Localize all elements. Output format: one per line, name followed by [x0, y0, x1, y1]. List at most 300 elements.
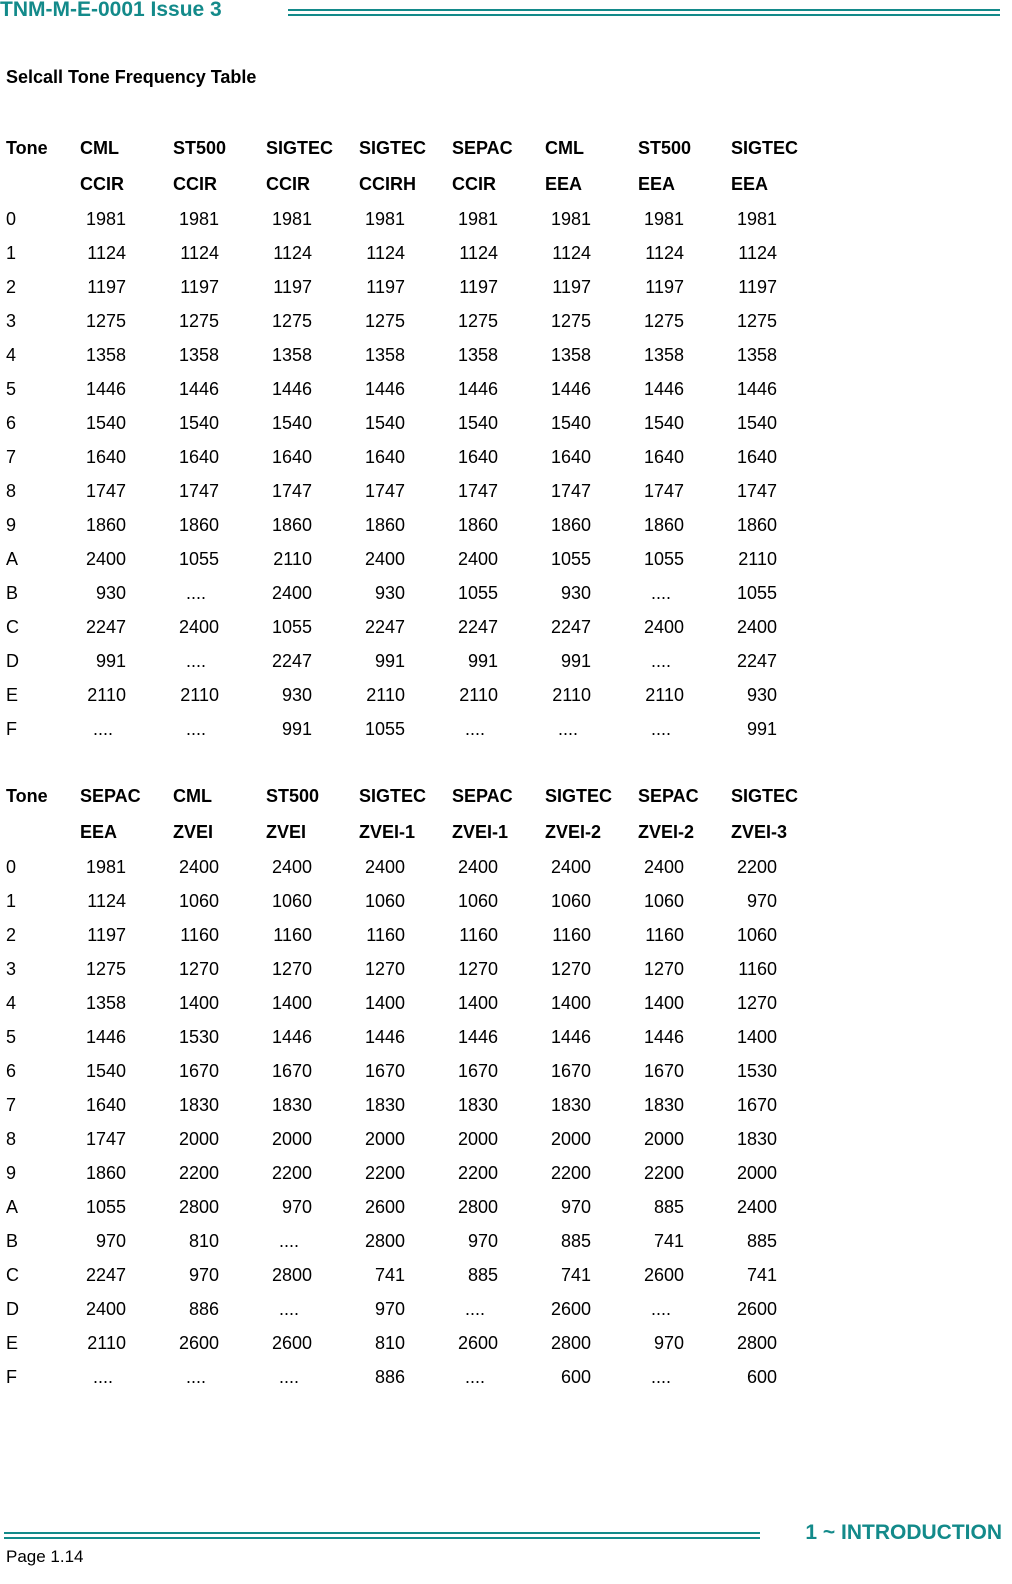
frequency-cell-wrap [545, 1231, 638, 1252]
frequency-cell: 1860 [85, 1162, 126, 1183]
frequency-cell: 970 [653, 1332, 684, 1353]
frequency-cell-wrap [731, 243, 824, 264]
frequency-cell: 930 [95, 582, 126, 603]
frequency-cell-wrap [80, 1095, 173, 1116]
table-row [6, 270, 826, 304]
frequency-cell: 886 [374, 1366, 405, 1387]
frequency-cell: 1640 [85, 446, 126, 467]
frequency-cell-wrap [173, 959, 266, 980]
frequency-cell: 2110 [180, 684, 219, 705]
frequency-cell: 1197 [180, 276, 219, 297]
frequency-cell: 1446 [271, 1026, 312, 1047]
table-row [6, 1326, 826, 1360]
frequency-cell-wrap [731, 1061, 824, 1082]
table-row [6, 338, 826, 372]
frequency-cell-wrap [731, 413, 824, 434]
frequency-cell: 1124 [459, 242, 498, 263]
frequency-cell: 2000 [457, 1128, 498, 1149]
frequency-cell-wrap [80, 1197, 173, 1218]
section-title: 1 ~ INTRODUCTION [805, 1521, 1002, 1544]
tone-cell: F [6, 718, 17, 739]
frequency-cell: 1640 [643, 446, 684, 467]
frequency-cell: 2247 [85, 1264, 126, 1285]
frequency-cell-wrap [452, 1129, 545, 1150]
frequency-cell: 2200 [178, 1162, 219, 1183]
frequency-cell: 2110 [87, 684, 126, 705]
column-header: CCIR [173, 173, 217, 194]
frequency-cell-wrap [638, 959, 731, 980]
frequency-cell-wrap [266, 1231, 359, 1252]
frequency-cell: 1400 [364, 992, 405, 1013]
frequency-cell-wrap [452, 583, 545, 604]
column-header: SEPAC [80, 785, 141, 806]
frequency-cell: 1830 [271, 1094, 312, 1115]
table-row [6, 202, 826, 236]
frequency-cell: 1981 [550, 208, 591, 229]
frequency-cell-wrap [638, 993, 731, 1014]
frequency-cell-wrap [173, 209, 266, 230]
frequency-cell-wrap [452, 925, 545, 946]
frequency-cell-wrap [731, 1367, 824, 1388]
frequency-cell: 1275 [85, 310, 126, 331]
frequency-cell-wrap [731, 549, 824, 570]
column-header: CCIR [452, 173, 496, 194]
frequency-cell-wrap [80, 515, 173, 536]
frequency-cell-wrap [638, 891, 731, 912]
frequency-cell: 1124 [180, 242, 219, 263]
column-header: CML [173, 785, 212, 806]
frequency-cell-wrap [359, 1299, 452, 1320]
frequency-cell-wrap [266, 925, 359, 946]
frequency-cell: 1124 [366, 242, 405, 263]
frequency-cell-wrap [266, 1333, 359, 1354]
frequency-cell: 1446 [643, 1026, 684, 1047]
frequency-cell: 1446 [457, 378, 498, 399]
column-header: ZVEI-1 [359, 821, 416, 842]
frequency-cell-wrap [545, 311, 638, 332]
frequency-cell: 2400 [85, 1298, 126, 1319]
tone-cell: 7 [6, 446, 17, 467]
frequency-cell: 2110 [459, 684, 498, 705]
frequency-cell: 991 [746, 718, 777, 739]
frequency-cell: 970 [467, 1230, 498, 1251]
frequency-cell-wrap [638, 1197, 731, 1218]
frequency-cell-wrap [266, 345, 359, 366]
frequency-cell: 1060 [550, 890, 591, 911]
frequency-cell: 1446 [550, 1026, 591, 1047]
frequency-cell: 1747 [643, 480, 684, 501]
frequency-cell: 2000 [271, 1128, 312, 1149]
frequency-cell-wrap [452, 1027, 545, 1048]
frequency-cell: 1860 [736, 514, 777, 535]
tone-cell: C [6, 616, 19, 637]
frequency-cell: 1160 [180, 924, 219, 945]
frequency-cell: 1747 [85, 1128, 126, 1149]
frequency-cell-wrap [545, 617, 638, 638]
frequency-cell-wrap [545, 925, 638, 946]
column-header: ZVEI [266, 821, 307, 842]
frequency-cell-wrap [80, 277, 173, 298]
frequency-cell-wrap [638, 549, 731, 570]
frequency-cell: 1270 [643, 958, 684, 979]
frequency-cell: 1860 [550, 514, 591, 535]
frequency-cell: 885 [560, 1230, 591, 1251]
frequency-cell: 930 [281, 684, 312, 705]
frequency-cell-wrap [452, 891, 545, 912]
column-header: SIGTEC [266, 137, 334, 158]
frequency-cell-wrap [266, 583, 359, 604]
frequency-cell-wrap [359, 651, 452, 672]
frequency-cell-wrap [359, 1333, 452, 1354]
header-row-standard [6, 166, 826, 202]
frequency-cell-wrap [173, 685, 266, 706]
frequency-cell: 741 [653, 1230, 684, 1251]
frequency-cell-wrap [452, 515, 545, 536]
tone-cell: 7 [6, 1094, 17, 1115]
frequency-cell: 2000 [364, 1128, 405, 1149]
frequency-cell-wrap [359, 1265, 452, 1286]
tone-cell: 9 [6, 514, 17, 535]
frequency-cell: 1358 [85, 992, 126, 1013]
tone-cell: 5 [6, 1026, 17, 1047]
column-header: ZVEI [173, 821, 214, 842]
frequency-cell: 2200 [364, 1162, 405, 1183]
tone-cell: C [6, 1264, 19, 1285]
frequency-cell-wrap [545, 719, 638, 740]
frequency-cell-wrap [545, 857, 638, 878]
frequency-cell: 1400 [457, 992, 498, 1013]
frequency-cell: 2200 [271, 1162, 312, 1183]
frequency-cell: 2247 [364, 616, 405, 637]
frequency-cell: 1055 [736, 582, 777, 603]
frequency-cell: 2400 [736, 1196, 777, 1217]
frequency-cell-wrap [266, 1027, 359, 1048]
frequency-cell: 1670 [457, 1060, 498, 1081]
frequency-cell-wrap [731, 1299, 824, 1320]
tone-cell: 0 [6, 856, 17, 877]
frequency-cell-wrap [173, 1265, 266, 1286]
frequency-cell: 1060 [643, 890, 684, 911]
tone-cell: D [6, 650, 19, 671]
frequency-cell: 1747 [550, 480, 591, 501]
column-header: CCIR [80, 173, 124, 194]
frequency-cell-wrap [638, 1095, 731, 1116]
frequency-cell-wrap [359, 583, 452, 604]
frequency-cell-wrap [266, 891, 359, 912]
table-row [6, 1190, 826, 1224]
frequency-cell-wrap [266, 993, 359, 1014]
frequency-cell-wrap [359, 1367, 452, 1388]
frequency-cell: .... [185, 582, 206, 603]
frequency-cell: 1124 [552, 242, 591, 263]
frequency-cell: 991 [281, 718, 312, 739]
frequency-cell: 1055 [550, 548, 591, 569]
frequency-cell-wrap [80, 685, 173, 706]
frequency-cell: .... [278, 1230, 299, 1251]
header-row-system [6, 778, 826, 814]
frequency-cell: 1358 [85, 344, 126, 365]
frequency-cell-wrap [80, 413, 173, 434]
frequency-cell: 1640 [271, 446, 312, 467]
frequency-cell: 600 [746, 1366, 777, 1387]
frequency-cell-wrap [266, 379, 359, 400]
frequency-cell-wrap [638, 243, 731, 264]
tone-cell: 6 [6, 1060, 17, 1081]
frequency-cell-wrap [173, 1367, 266, 1388]
frequency-cell-wrap [452, 1197, 545, 1218]
column-header: ST500 [266, 785, 320, 806]
table-row [6, 1360, 826, 1394]
frequency-cell-wrap [545, 447, 638, 468]
frequency-cell-wrap [266, 1061, 359, 1082]
frequency-cell-wrap [266, 311, 359, 332]
tone-cell: 8 [6, 1128, 17, 1149]
frequency-cell: 2600 [736, 1298, 777, 1319]
frequency-cell-wrap [638, 277, 731, 298]
frequency-cell-wrap [359, 959, 452, 980]
frequency-cell-wrap [731, 617, 824, 638]
column-header: SIGTEC [731, 137, 799, 158]
frequency-cell: 2800 [736, 1332, 777, 1353]
column-header: SIGTEC [359, 137, 427, 158]
frequency-cell-wrap [80, 243, 173, 264]
frequency-cell-wrap [359, 891, 452, 912]
frequency-cell-wrap [545, 959, 638, 980]
tone-cell: 6 [6, 412, 17, 433]
frequency-cell-wrap [359, 1095, 452, 1116]
frequency-cell: 1670 [178, 1060, 219, 1081]
frequency-cell-wrap [359, 993, 452, 1014]
column-header: EEA [80, 821, 118, 842]
frequency-cell-wrap [731, 1265, 824, 1286]
frequency-cell: 1446 [457, 1026, 498, 1047]
frequency-cell-wrap [80, 311, 173, 332]
table-row [6, 1156, 826, 1190]
frequency-cell: 1640 [85, 1094, 126, 1115]
frequency-cell-wrap [266, 857, 359, 878]
frequency-cell: 1055 [364, 718, 405, 739]
frequency-cell: 1197 [738, 276, 777, 297]
frequency-cell: 1670 [364, 1060, 405, 1081]
frequency-cell: .... [464, 1366, 485, 1387]
frequency-cell: 2400 [178, 616, 219, 637]
table-row [6, 372, 826, 406]
frequency-cell: 1055 [85, 1196, 126, 1217]
column-header: EEA [731, 173, 769, 194]
frequency-cell-wrap [731, 993, 824, 1014]
frequency-cell: 2400 [178, 856, 219, 877]
frequency-cell-wrap [731, 719, 824, 740]
frequency-cell-wrap [80, 1265, 173, 1286]
frequency-cell-wrap [452, 857, 545, 878]
tone-cell: 4 [6, 344, 17, 365]
frequency-cell-wrap [173, 447, 266, 468]
frequency-cell-wrap [638, 447, 731, 468]
page-number: Page 1.14 [6, 1547, 84, 1566]
frequency-cell-wrap [545, 549, 638, 570]
frequency-cell-wrap [638, 1333, 731, 1354]
frequency-cell: 1160 [273, 924, 312, 945]
frequency-cell: 1446 [364, 378, 405, 399]
frequency-cell-wrap [173, 379, 266, 400]
frequency-cell-wrap [452, 311, 545, 332]
frequency-cell: 1197 [645, 276, 684, 297]
frequency-cell: 1060 [736, 924, 777, 945]
frequency-cell-wrap [359, 1231, 452, 1252]
frequency-cell: 1270 [178, 958, 219, 979]
frequency-cell: .... [557, 718, 578, 739]
frequency-cell: 2800 [550, 1332, 591, 1353]
frequency-cell: 885 [653, 1196, 684, 1217]
frequency-cell-wrap [266, 1163, 359, 1184]
frequency-cell: 1270 [550, 958, 591, 979]
frequency-cell: 1981 [85, 856, 126, 877]
frequency-cell: 1860 [178, 514, 219, 535]
frequency-cell: 930 [560, 582, 591, 603]
frequency-cell-wrap [80, 1333, 173, 1354]
frequency-cell-wrap [731, 515, 824, 536]
frequency-cell: .... [650, 650, 671, 671]
frequency-cell-wrap [266, 549, 359, 570]
frequency-cell: 2247 [550, 616, 591, 637]
frequency-cell: 2247 [271, 650, 312, 671]
table-row [6, 644, 826, 678]
frequency-cell: 1358 [643, 344, 684, 365]
frequency-cell-wrap [266, 243, 359, 264]
frequency-cell-wrap [359, 515, 452, 536]
frequency-cell-wrap [80, 379, 173, 400]
frequency-cell: 2600 [364, 1196, 405, 1217]
frequency-cell-wrap [638, 685, 731, 706]
frequency-cell: 1860 [457, 514, 498, 535]
frequency-cell-wrap [452, 651, 545, 672]
frequency-cell: 2400 [736, 616, 777, 637]
frequency-cell-wrap [638, 1129, 731, 1150]
frequency-cell-wrap [173, 1231, 266, 1252]
frequency-cell-wrap [638, 857, 731, 878]
frequency-cell-wrap [452, 959, 545, 980]
frequency-cell: .... [185, 1366, 206, 1387]
frequency-cell: 1670 [643, 1060, 684, 1081]
frequency-cell: 1197 [273, 276, 312, 297]
frequency-cell: 2400 [85, 548, 126, 569]
frequency-cell: 1197 [552, 276, 591, 297]
frequency-cell-wrap [173, 857, 266, 878]
table-row [6, 576, 826, 610]
frequency-cell: 991 [467, 650, 498, 671]
frequency-cell-wrap [359, 481, 452, 502]
table-row [6, 1088, 826, 1122]
tone-cell: B [6, 582, 19, 603]
frequency-cell: 1124 [87, 890, 126, 911]
frequency-table-1 [6, 130, 826, 746]
column-header: SEPAC [452, 137, 513, 158]
tone-cell: 3 [6, 958, 17, 979]
frequency-cell-wrap [638, 1299, 731, 1320]
tone-cell: B [6, 1230, 19, 1251]
column-header: ZVEI-1 [452, 821, 509, 842]
frequency-cell: 1270 [736, 992, 777, 1013]
frequency-cell: 1640 [364, 446, 405, 467]
frequency-cell-wrap [80, 1061, 173, 1082]
frequency-cell: 2247 [85, 616, 126, 637]
frequency-cell-wrap [545, 1333, 638, 1354]
header-row-system [6, 130, 826, 166]
frequency-cell: 1358 [271, 344, 312, 365]
frequency-cell: 1830 [178, 1094, 219, 1115]
frequency-cell: 1640 [550, 446, 591, 467]
frequency-cell: .... [650, 582, 671, 603]
frequency-cell-wrap [80, 891, 173, 912]
table-row [6, 1224, 826, 1258]
frequency-cell-wrap [638, 1027, 731, 1048]
frequency-cell: 1400 [550, 992, 591, 1013]
frequency-cell: 2200 [736, 856, 777, 877]
frequency-cell-wrap [452, 719, 545, 740]
frequency-cell-wrap [452, 413, 545, 434]
tone-cell: A [6, 1196, 19, 1217]
table-row [6, 1292, 826, 1326]
frequency-cell: 1981 [364, 208, 405, 229]
frequency-cell-wrap [173, 1163, 266, 1184]
frequency-cell-wrap [80, 209, 173, 230]
frequency-cell-wrap [173, 891, 266, 912]
frequency-cell-wrap [545, 1027, 638, 1048]
frequency-cell: 2000 [736, 1162, 777, 1183]
tone-cell: D [6, 1298, 19, 1319]
frequency-cell-wrap [638, 209, 731, 230]
frequency-cell: 1160 [645, 924, 684, 945]
frequency-cell-wrap [266, 1129, 359, 1150]
frequency-cell: .... [185, 650, 206, 671]
frequency-cell: 1400 [178, 992, 219, 1013]
frequency-cell-wrap [731, 1231, 824, 1252]
frequency-cell: 1124 [738, 242, 777, 263]
frequency-cell: .... [278, 1298, 299, 1319]
frequency-cell-wrap [638, 719, 731, 740]
frequency-cell: 1670 [271, 1060, 312, 1081]
frequency-cell: 1540 [364, 412, 405, 433]
frequency-cell-wrap [80, 1367, 173, 1388]
frequency-cell: 1275 [457, 310, 498, 331]
table-row [6, 918, 826, 952]
frequency-cell: 1197 [366, 276, 405, 297]
frequency-cell-wrap [359, 345, 452, 366]
frequency-cell: 1860 [364, 514, 405, 535]
frequency-cell-wrap [452, 1061, 545, 1082]
frequency-cell: 991 [374, 650, 405, 671]
frequency-cell: 2110 [552, 684, 591, 705]
frequency-cell: 1055 [178, 548, 219, 569]
frequency-cell: 1640 [736, 446, 777, 467]
frequency-cell-wrap [452, 1367, 545, 1388]
frequency-cell-wrap [266, 719, 359, 740]
frequency-table-2 [6, 778, 826, 1394]
frequency-cell-wrap [173, 1095, 266, 1116]
column-header: EEA [545, 173, 583, 194]
frequency-cell-wrap [266, 1095, 359, 1116]
frequency-cell-wrap [731, 891, 824, 912]
tone-cell: 0 [6, 208, 17, 229]
frequency-cell: 2600 [643, 1264, 684, 1285]
frequency-cell: 1747 [271, 480, 312, 501]
frequency-cell-wrap [731, 481, 824, 502]
frequency-cell: 741 [560, 1264, 591, 1285]
frequency-cell: 1540 [271, 412, 312, 433]
frequency-cell-wrap [452, 617, 545, 638]
document-id: TNM-M-E-0001 Issue 3 [0, 0, 222, 21]
frequency-cell: .... [92, 718, 113, 739]
